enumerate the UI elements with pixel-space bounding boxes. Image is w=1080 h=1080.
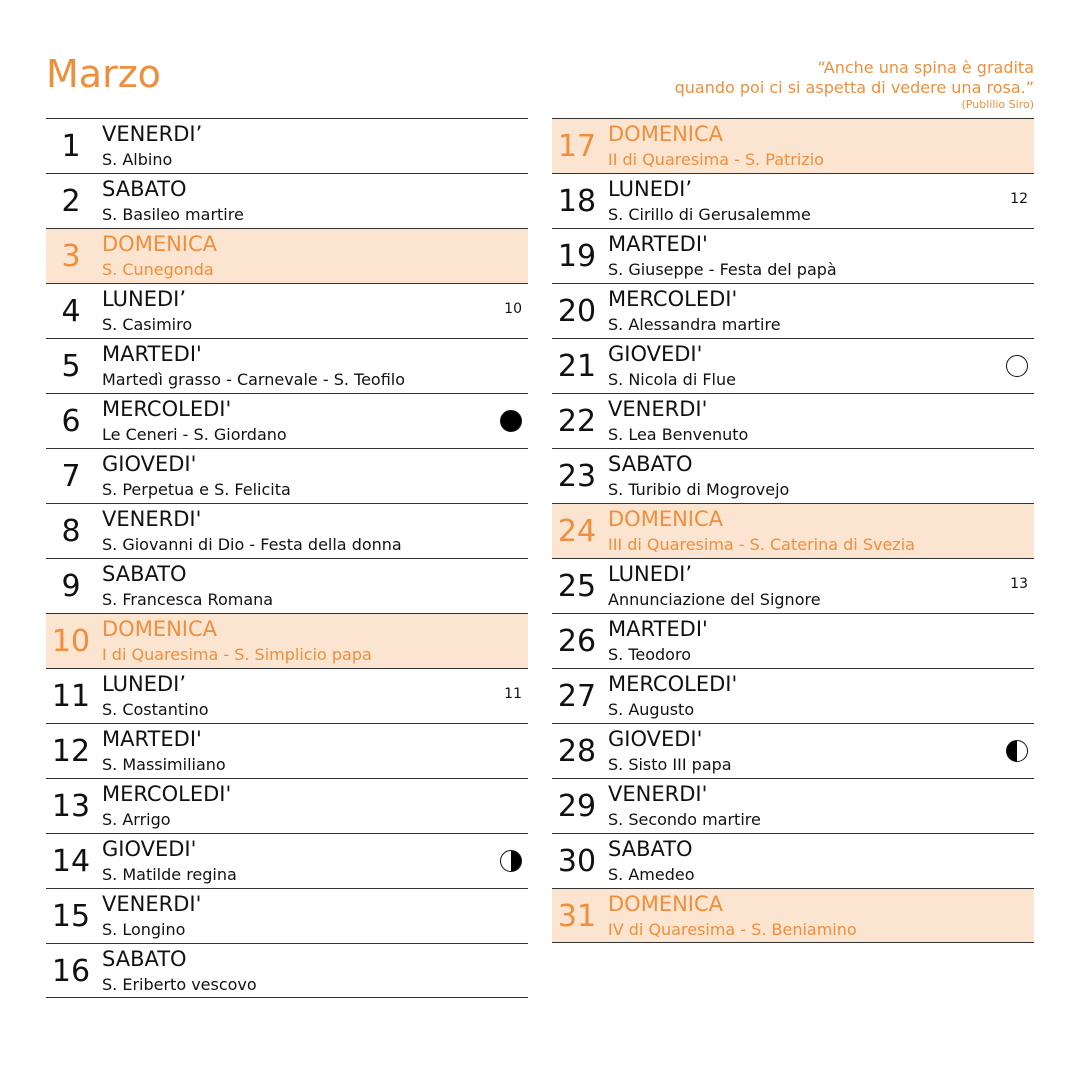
day-number: 11 — [51, 679, 91, 714]
day-row — [552, 668, 1034, 723]
week-number: 10 — [504, 301, 522, 317]
day-number: 15 — [51, 899, 91, 934]
weekday-label: VENERDI' — [608, 397, 708, 421]
weekday-label: VENERDI' — [102, 507, 202, 531]
saint-label: S. Massimiliano — [102, 755, 226, 774]
weekday-label: SABATO — [608, 452, 693, 476]
day-number: 9 — [61, 569, 81, 604]
day-number: 27 — [557, 679, 597, 714]
day-number: 20 — [557, 294, 597, 329]
weekday-label: DOMENICA — [102, 617, 218, 641]
weekday-label: DOMENICA — [608, 507, 724, 531]
weekday-label: VENERDI' — [608, 782, 708, 806]
saint-label: S. Lea Benvenuto — [608, 425, 749, 444]
day-number: 18 — [557, 184, 597, 219]
weekday-label: MARTEDI' — [102, 727, 202, 751]
quote-author: (Publilio Siro) — [961, 98, 1034, 111]
weekday-label: SABATO — [102, 562, 187, 586]
day-row — [552, 723, 1034, 778]
weekday-label: LUNEDI’ — [608, 177, 693, 201]
saint-label: S. Matilde regina — [102, 865, 237, 884]
week-number: 11 — [504, 686, 522, 702]
day-row — [46, 668, 528, 723]
weekday-label: VENERDI' — [102, 892, 202, 916]
quote-line-2: quando poi ci si aspetta di vedere una rosa.” — [674, 78, 1034, 97]
saint-label: S. Teodoro — [608, 645, 691, 664]
quote-line-1: “Anche una spina è gradita — [817, 58, 1034, 77]
weekday-label: LUNEDI’ — [102, 287, 187, 311]
quote — [675, 58, 1034, 111]
weekday-label: LUNEDI’ — [608, 562, 693, 586]
day-row — [552, 448, 1034, 503]
day-row — [46, 283, 528, 338]
weekday-label: VENERDI’ — [102, 122, 203, 146]
first-quarter-moon-icon — [500, 850, 522, 872]
day-row — [552, 173, 1034, 228]
day-row — [46, 448, 528, 503]
day-row — [46, 173, 528, 228]
day-number: 4 — [61, 294, 81, 329]
weekday-label: MERCOLEDI' — [608, 672, 738, 696]
saint-label: S. Costantino — [102, 700, 209, 719]
saint-label: S. Augusto — [608, 700, 695, 719]
day-number: 23 — [557, 459, 597, 494]
day-row — [46, 338, 528, 393]
day-row — [46, 118, 528, 173]
day-row — [552, 393, 1034, 448]
weekday-label: MERCOLEDI' — [608, 287, 738, 311]
day-number: 5 — [61, 349, 81, 384]
day-number: 14 — [51, 844, 91, 879]
saint-label: Annunciazione del Signore — [608, 590, 821, 609]
day-number: 22 — [557, 404, 597, 439]
saint-label: S. Casimiro — [102, 315, 193, 334]
saint-label: S. Amedeo — [608, 865, 695, 884]
day-number: 1 — [61, 129, 81, 164]
month-title: Marzo — [46, 52, 161, 96]
saint-label: Martedì grasso - Carnevale - S. Teofilo — [102, 370, 406, 389]
saint-label: S. Eriberto vescovo — [102, 975, 257, 994]
weekday-label: LUNEDI’ — [102, 672, 187, 696]
saint-label: S. Francesca Romana — [102, 590, 274, 609]
weekday-label: MARTEDI' — [608, 232, 708, 256]
day-row — [46, 558, 528, 613]
saint-label: S. Cunegonda — [102, 260, 214, 279]
weekday-label: SABATO — [102, 947, 187, 971]
day-row — [552, 613, 1034, 668]
days-column-left — [46, 118, 528, 998]
saint-label: S. Albino — [102, 150, 173, 169]
saint-label: S. Cirillo di Gerusalemme — [608, 205, 811, 224]
saint-label: S. Giuseppe - Festa del papà — [608, 260, 837, 279]
day-row — [552, 558, 1034, 613]
day-row — [552, 833, 1034, 888]
day-number: 12 — [51, 734, 91, 769]
weekday-label: MARTEDI' — [102, 342, 202, 366]
day-number: 25 — [557, 569, 597, 604]
day-number: 10 — [51, 624, 91, 659]
day-row — [46, 393, 528, 448]
day-number: 6 — [61, 404, 81, 439]
weekday-label: GIOVEDI' — [102, 452, 197, 476]
last-quarter-moon-icon — [1006, 740, 1028, 762]
day-row — [46, 943, 528, 998]
weekday-label: MARTEDI' — [608, 617, 708, 641]
saint-label: S. Basileo martire — [102, 205, 244, 224]
saint-label: S. Giovanni di Dio - Festa della donna — [102, 535, 402, 554]
day-number: 19 — [557, 239, 597, 274]
saint-label: S. Turibio di Mogrovejo — [608, 480, 790, 499]
saint-label: S. Longino — [102, 920, 186, 939]
saint-label: III di Quaresima - S. Caterina di Svezia — [608, 535, 915, 554]
saint-label: S. Alessandra martire — [608, 315, 781, 334]
saint-label: IV di Quaresima - S. Beniamino — [608, 920, 857, 939]
saint-label: S. Nicola di Flue — [608, 370, 736, 389]
day-number: 8 — [61, 514, 81, 549]
day-row — [46, 888, 528, 943]
day-row — [46, 613, 528, 668]
weekday-label: GIOVEDI' — [608, 727, 703, 751]
day-number: 21 — [557, 349, 597, 384]
day-number: 28 — [557, 734, 597, 769]
day-number: 24 — [557, 514, 597, 549]
saint-label: S. Perpetua e S. Felicita — [102, 480, 291, 499]
day-number: 2 — [61, 184, 81, 219]
day-row — [46, 228, 528, 283]
day-row — [552, 778, 1034, 833]
day-number: 13 — [51, 789, 91, 824]
full-moon-icon — [1006, 355, 1028, 377]
day-row — [46, 723, 528, 778]
weekday-label: GIOVEDI' — [608, 342, 703, 366]
day-row — [46, 778, 528, 833]
saint-label: S. Secondo martire — [608, 810, 761, 829]
day-row — [552, 118, 1034, 173]
saint-label: Le Ceneri - S. Giordano — [102, 425, 287, 444]
new-moon-icon — [500, 410, 522, 432]
day-row — [552, 228, 1034, 283]
weekday-label: DOMENICA — [608, 892, 724, 916]
day-number: 16 — [51, 954, 91, 989]
weekday-label: DOMENICA — [102, 232, 218, 256]
weekday-label: DOMENICA — [608, 122, 724, 146]
day-row — [46, 833, 528, 888]
day-number: 7 — [61, 459, 81, 494]
day-number: 29 — [557, 789, 597, 824]
day-number: 26 — [557, 624, 597, 659]
day-number: 17 — [557, 129, 597, 164]
saint-label: I di Quaresima - S. Simplicio papa — [102, 645, 372, 664]
day-row — [46, 503, 528, 558]
day-row — [552, 338, 1034, 393]
saint-label: II di Quaresima - S. Patrizio — [608, 150, 824, 169]
week-number: 13 — [1010, 576, 1028, 592]
weekday-label: MERCOLEDI' — [102, 782, 232, 806]
weekday-label: MERCOLEDI' — [102, 397, 232, 421]
day-row — [552, 283, 1034, 338]
day-number: 30 — [557, 844, 597, 879]
day-row — [552, 888, 1034, 943]
days-column-right — [552, 118, 1034, 943]
saint-label: S. Arrigo — [102, 810, 171, 829]
weekday-label: SABATO — [608, 837, 693, 861]
weekday-label: GIOVEDI' — [102, 837, 197, 861]
day-number: 31 — [557, 899, 597, 934]
week-number: 12 — [1010, 191, 1028, 207]
saint-label: S. Sisto III papa — [608, 755, 732, 774]
day-number: 3 — [61, 239, 81, 274]
day-row — [552, 503, 1034, 558]
weekday-label: SABATO — [102, 177, 187, 201]
